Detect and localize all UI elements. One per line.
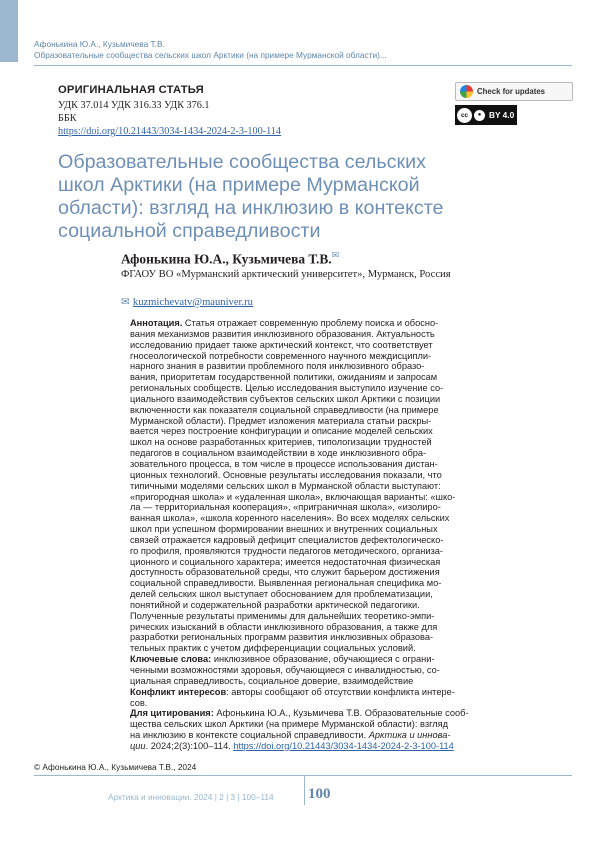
abstract-line: «пригородная школа» и «удаленная школа», включающая варианты: «шко- [130, 491, 456, 502]
abstract-label: Аннотация. [130, 318, 183, 328]
page-number: 100 [308, 786, 331, 802]
abstract-line: Аннотация. Статья отражает современную проблему поиска и обосно- [130, 318, 439, 328]
title-line: школ Арктики (на примере Мурманской [58, 174, 420, 196]
abstract-line: включенности как показателя социальной справедливости (на примере [130, 404, 439, 415]
affiliation: ФГАОУ ВО «Мурманский арктический университет», Мурманск, Россия [121, 269, 451, 280]
udc-codes: УДК 37.014 УДК 316.33 УДК 376.1 [58, 100, 210, 111]
abstract-line: вается через построение конфигурации и описание моделей сельских [130, 426, 433, 437]
abstract-line: вания механизмов развития инклюзивного образования. Актуальность [130, 328, 435, 339]
footer-separator [304, 775, 305, 805]
abstract-block [130, 318, 541, 752]
abstract-line: школ при успешном формировании внешних и внутренних социальных [130, 524, 438, 535]
abstract-line: доступность образовательной среды, что служит барьером достижения [130, 567, 440, 578]
conflict-line: Конфликт интересов: авторы сообщают об отсутствии конфликта интере- [130, 686, 455, 697]
abstract-line: зовательного процесса, в том числе в процессе использования дистан- [130, 458, 438, 469]
abstract-line: го профиля, проявляются трудности педагогов методического, организа- [130, 545, 443, 556]
author-list [121, 250, 339, 267]
keywords-line: Ключевые слова: инклюзивное образование, обучающиеся с ограни- [130, 654, 435, 665]
envelope-icon: ✉ [331, 250, 340, 260]
citation-line: на инклюзию в контексте социальной справедливости. Арктика и иннова- [130, 730, 451, 741]
title-line: области): взгляд на инклюзию в контексте [58, 197, 444, 219]
abstract-line: ванная школа», «школа коренного населения». Во всех моделях сельских [130, 513, 450, 524]
abstract-line: ционных технологий. Основные результаты исследования показали, что [130, 469, 442, 480]
keywords-line: ченными возможностями здоровья, обучающиеся с инвалидностью, со- [130, 665, 440, 675]
email-line [121, 296, 253, 308]
journal-citation-footer: Арктика и инновации. 2024 | 2 | 3 | 100–114 [108, 792, 274, 802]
citation-line: ции. 2024;2(3):100–114. https://doi.org/10.21443/3034-1434-2024-2-3-100-114 [130, 740, 454, 751]
abstract-line: педагогов в социальном взаимодействии в ходе инклюзивного обра- [130, 448, 427, 459]
abstract-line: понятийной и содержательной разработки арктической педагогики. [130, 599, 420, 610]
abstract-line: разработки региональных программ развития инклюзивных образова- [130, 632, 434, 643]
abstract-line: социальной справедливости. Выявленная региональная специфика мо- [130, 578, 442, 589]
abstract-line: тельных практик с учетом дифференциации социальных условий. [130, 643, 416, 654]
running-header-authors: Афонькина Ю.А., Кузьмичева Т.В. [34, 39, 165, 49]
conflict-label: Конфликт интересов [130, 686, 227, 697]
running-header-title: Образовательные сообщества сельских школ Арктики (на примере Мурманской области)... [34, 50, 387, 60]
conflict-line: сов. [130, 697, 148, 708]
doi-link[interactable]: https://doi.org/10.21443/3034-1434-2024-2-3-100-114 [58, 126, 281, 137]
check-for-updates-label: Check for updates [477, 87, 546, 96]
authors-text: Афонькина Ю.А., Кузьмичева Т.В. [121, 251, 332, 267]
abstract-line: циального взаимодействия субъектов сельских школ Арктики с позиции [130, 393, 441, 404]
abstract-line: гносеологической потребности современного научного междисципли- [130, 350, 432, 361]
article-title [58, 151, 538, 243]
title-line: Образовательные сообщества сельских [58, 151, 426, 173]
abstract-line: исследованию придает также арктический контекст, что соответствует [130, 339, 433, 350]
abstract-line: рических изысканий в области инклюзивного образования, а также для [130, 621, 438, 632]
license-label: BY 4.0 [489, 110, 515, 120]
bbk-code: ББК [58, 113, 77, 124]
cc-license-badge[interactable] [455, 105, 517, 125]
cc-icon: cc [457, 108, 472, 123]
keywords-line: циальная справедливость, социальное доверие, взаимодействие [130, 675, 414, 686]
header-divider [34, 65, 572, 66]
abstract-line: типичными моделями сельских школ в Мурманской области выступают: [130, 480, 441, 491]
envelope-icon: ✉ [121, 297, 130, 308]
header-accent-bar [0, 0, 18, 62]
abstract-line: вания, приоритетам государственной политики, ожиданиям и запросам [130, 372, 438, 383]
email-link[interactable]: kuzmichevatv@mauniver.ru [132, 297, 253, 308]
running-header [34, 39, 387, 61]
abstract-line: ла — территориальная кооперация», «приграничная школа», «изолиро- [130, 502, 441, 513]
abstract-line: делей сельских школ выступает обоснованием для проблематизации, [130, 589, 433, 600]
attribution-icon: ● [474, 110, 485, 121]
citation-doi-link[interactable]: https://doi.org/10.21443/3034-1434-2024-2-3-100-114 [233, 740, 454, 751]
footer-divider [34, 775, 572, 776]
copyright-notice: © Афонькина Ю.А., Кузьмичева Т.В., 2024 [34, 762, 197, 772]
abstract-line: Полученные результаты применимы для дальнейших теоретико-эмпи- [130, 610, 435, 621]
citation-line: щества сельских школ Арктики (на примере Мурманской области): взгляд [130, 719, 449, 730]
abstract-line: школ на основе разработанных критериев, типологизации трудностей [130, 437, 432, 448]
abstract-line: региональных сообществ. Целью исследования выступило изучение со- [130, 383, 444, 394]
abstract-line: ционного и социального характера; имеется недостаточная физическая [130, 556, 441, 567]
citation-line: Для цитирования: Афонькина Ю.А., Кузьмичева Т.В. Образовательные сооб- [130, 708, 469, 719]
abstract-line: Мурманской области). Предмет изложения материала статьи раскры- [130, 415, 432, 426]
check-for-updates-badge[interactable] [455, 82, 573, 101]
keywords-label: Ключевые слова: [130, 654, 212, 665]
citation-label: Для цитирования: [130, 708, 214, 719]
abstract-line: нарного знания в развитии проблемного поля инклюзивного образо- [130, 361, 425, 372]
abstract-line: связей отражается кадровый дефицит специалистов дефектологическо- [130, 534, 444, 545]
article-type: ОРИГИНАЛЬНАЯ СТАТЬЯ [58, 84, 204, 96]
title-line: социальной справедливости [58, 220, 321, 242]
crossmark-icon [460, 85, 473, 98]
